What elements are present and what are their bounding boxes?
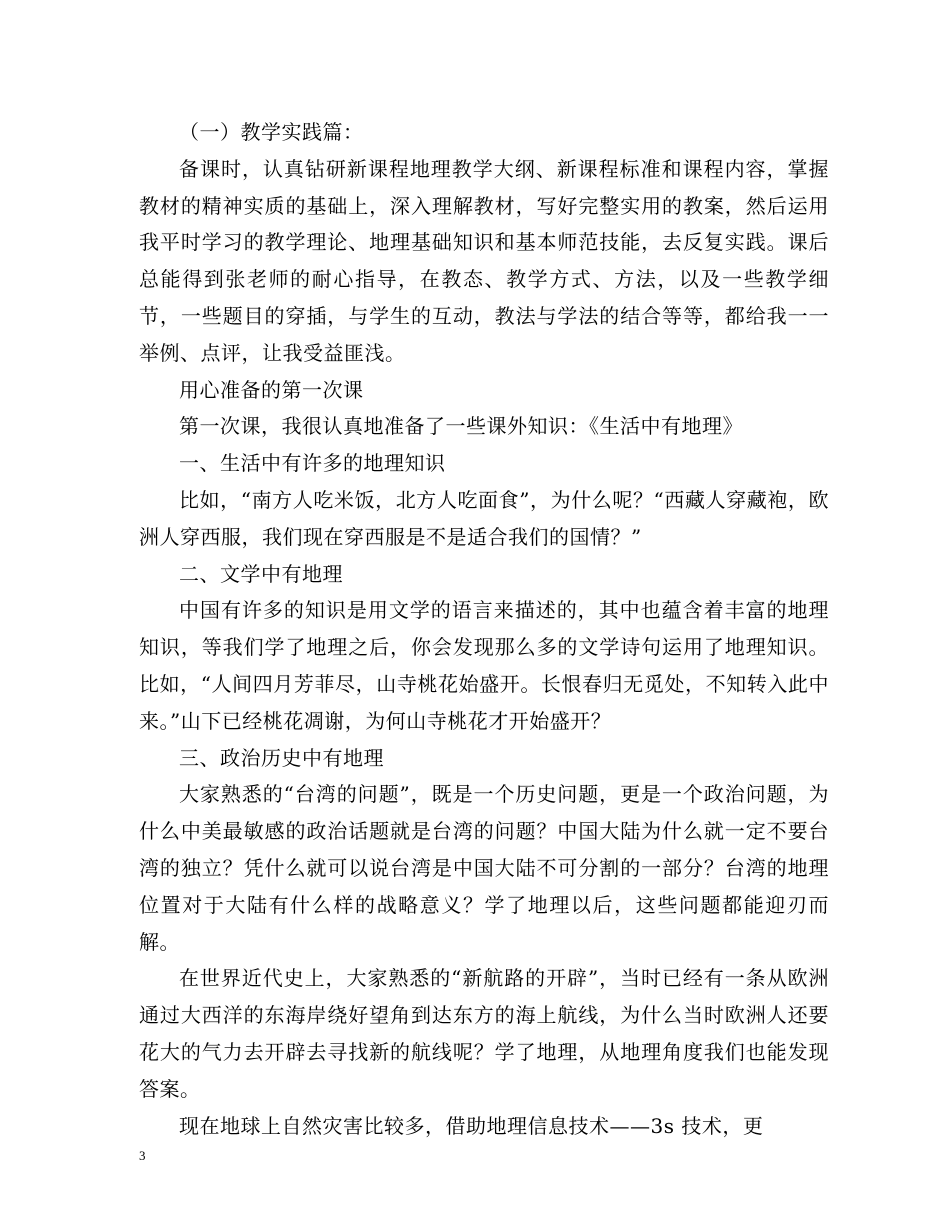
page-number: 3 bbox=[139, 1148, 146, 1163]
paragraph-natural-disasters: 现在地球上自然灾害比较多，借助地理信息技术——3s 技术，更 bbox=[179, 1113, 764, 1138]
subheading-geography-in-life: 一、生活中有许多的地理知识 bbox=[179, 451, 446, 476]
paragraph-new-sea-routes: 在世界近代史上，大家熟悉的“新航路的开辟”，当时已经有一条从欧洲通过大西洋的东海岸绕好望角到达东方的海上航线，为什么当时欧洲人还要花大的气力去开辟去寻找新的航线呢？学了地理，从地理角度我们也能发现答案。 bbox=[139, 966, 829, 1101]
body-text bbox=[139, 114, 829, 1144]
paragraph-first-lesson-intro: 第一次课，我很认真地准备了一些课外知识：《生活中有地理》 bbox=[179, 414, 743, 439]
paragraph-literature-examples: 中国有许多的知识是用文学的语言来描述的，其中也蕴含着丰富的地理知识，等我们学了地理之后，你会发现那么多的文学诗句运用了地理知识。比如，“人间四月芳菲尽，山寺桃花始盛开。长恨春归无觅处，不知转入此中来。”山下已经桃花凋谢，为何山寺桃花才开始盛开？ bbox=[139, 598, 829, 733]
paragraph-life-examples: 比如，“南方人吃米饭，北方人吃面食”，为什么呢？“西藏人穿藏袍，欧洲人穿西服，我们现在穿西服是不是适合我们的国情？” bbox=[139, 487, 829, 549]
paragraph-taiwan-question: 大家熟悉的“台湾的问题”，既是一个历史问题，更是一个政治问题，为什么中美最敏感的政治话题就是台湾的问题？中国大陆为什么就一定不要台湾的独立？凭什么就可以说台湾是中国大陆不可分割的一部分？台湾的地理位置对于大陆有什么样的战略意义？学了地理以后，这些问题都能迎刃而解。 bbox=[139, 782, 829, 954]
subheading-geography-in-politics-history: 三、政治历史中有地理 bbox=[179, 745, 384, 770]
subheading-first-lesson: 用心准备的第一次课 bbox=[179, 377, 364, 402]
paragraph-lesson-preparation: 备课时，认真钻研新课程地理教学大纲、新课程标准和课程内容，掌握教材的精神实质的基础上，深入理解教材，写好完整实用的教案，然后运用我平时学习的教学理论、地理基础知识和基本师范技能，去反复实践。课后总能得到张老师的耐心指导，在教态、教学方式、方法，以及一些教学细节，一些题目的穿插，与学生的互动，教法与学法的结合等等，都给我一一举例、点评，让我受益匪浅。 bbox=[139, 156, 829, 365]
subheading-geography-in-literature: 二、文学中有地理 bbox=[179, 561, 343, 586]
section-heading-teaching-practice: （一）教学实践篇： bbox=[179, 120, 364, 144]
